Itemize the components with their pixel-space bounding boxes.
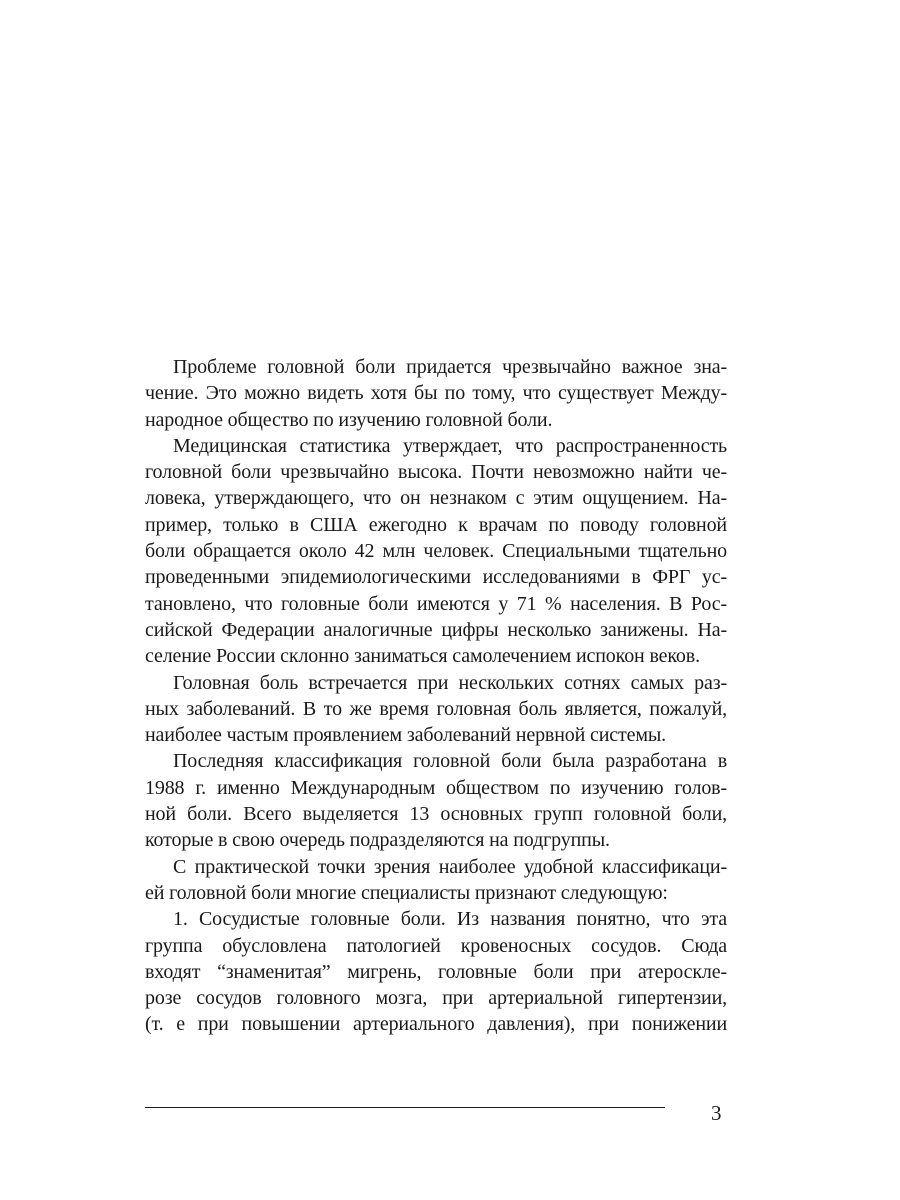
text-line: народное общество по изучению головной боли.	[145, 408, 553, 431]
text-line: 1988 г. именно Международным обществом по изучению голов-	[145, 776, 727, 799]
text-line: розе сосудов головного мозга, при артериальной гипертензии,	[145, 987, 727, 1010]
text-line: входят “знаменитая” мигрень, головные боли при атероскле-	[145, 960, 727, 983]
text-line: ных заболеваний. В то же время головная боль является, пожалуй,	[145, 697, 727, 720]
text-line: чение. Это можно видеть хотя бы по тому, что существует Между-	[145, 382, 727, 405]
text-line: (т. е при повышении артериального давления), при понижении	[145, 1013, 727, 1036]
text-line: группа обусловлена патологией кровеносных сосудов. Сюда	[145, 934, 727, 957]
text-line: ной боли. Всего выделяется 13 основных групп головной боли,	[145, 803, 727, 826]
text-line: Медицинская статистика утверждает, что распространенность	[173, 434, 727, 457]
text-line: ловека, утверждающего, что он незнаком с этим ощущением. На-	[145, 487, 727, 510]
text-line: наиболее частым проявлением заболеваний нервной системы.	[145, 724, 666, 747]
page-body-text	[145, 354, 727, 1038]
text-line: сийской Федерации аналогичные цифры несколько занижены. На-	[145, 618, 727, 641]
text-line: боли обращается около 42 млн человек. Специальными тщательно	[145, 540, 727, 563]
text-line: селение России склонно заниматься самолечением испокон веков.	[145, 645, 700, 668]
footer-divider	[145, 1107, 665, 1108]
text-line: Головная боль встречается при нескольких сотнях самых раз-	[173, 671, 727, 694]
page-number: 3	[711, 1101, 722, 1125]
text-line: головной боли чрезвычайно высока. Почти невозможно найти че-	[145, 461, 727, 484]
text-line: С практической точки зрения наиболее удобной классификаци-	[173, 855, 727, 878]
text-line: пример, только в США ежегодно к врачам по поводу головной	[145, 513, 727, 536]
text-line: ей головной боли многие специалисты признают следующую:	[145, 881, 668, 904]
text-line: 1. Сосудистые головные боли. Из названия понятно, что эта	[173, 908, 727, 931]
text-line: Проблеме головной боли придается чрезвычайно важное зна-	[173, 356, 727, 378]
text-line: Последняя классификация головной боли была разработана в	[173, 750, 727, 773]
text-line: которые в свою очередь подразделяются на подгруппы.	[145, 829, 610, 852]
text-line: проведенными эпидемиологическими исследованиями в ФРГ ус-	[145, 566, 727, 589]
text-line: тановлено, что головные боли имеются у 71 % населения. В Рос-	[145, 592, 727, 615]
